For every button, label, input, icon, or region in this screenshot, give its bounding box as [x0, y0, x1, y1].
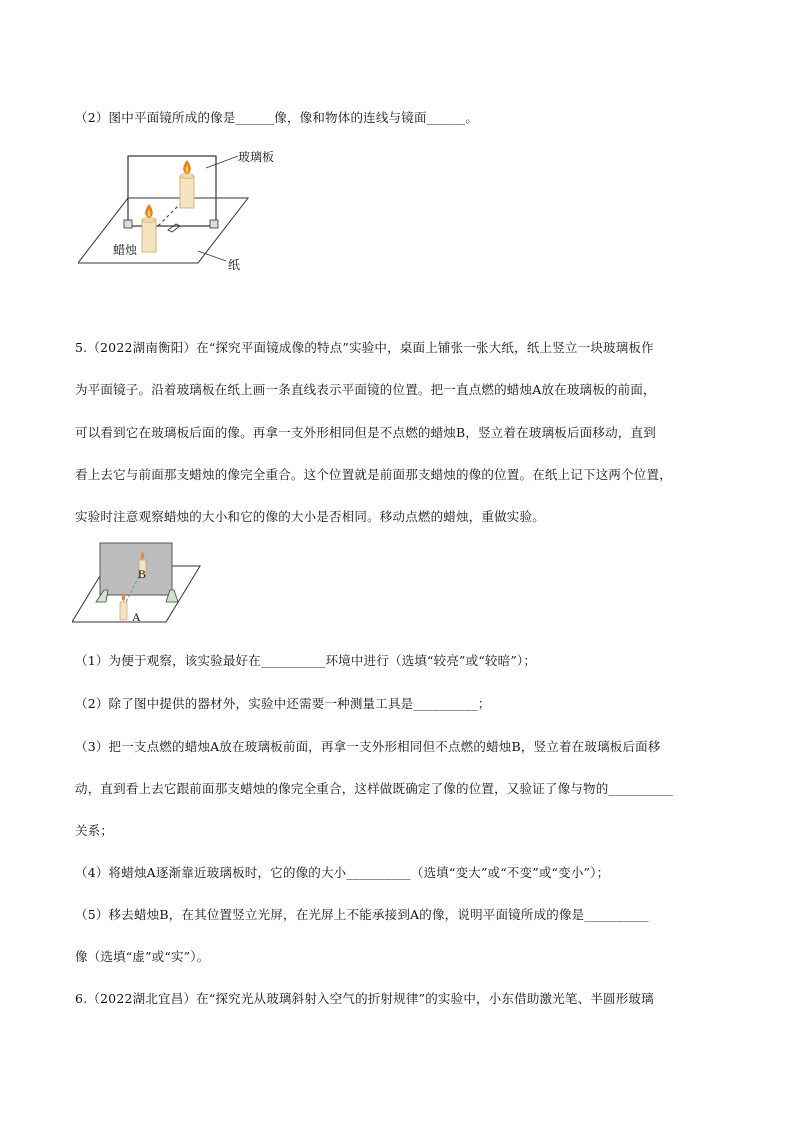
q5-sub5-line-1: （5）移去蜡烛B，在其位置竖立光屏，在光屏上不能承接到A的像，说明平面镜所成的像是__________	[75, 907, 649, 922]
q5-sub1: （1）为便于观察，该实验最好在__________环境中进行（选填“较亮”或“较暗”）；	[75, 653, 537, 668]
q5-intro-line-4: 看上去它与前面那支蜡烛的像完全重合。这个位置就是前面那支蜡烛的像的位置。在纸上记下这两个位置，	[75, 467, 672, 482]
q5-intro-line-5: 实验时注意观察蜡烛的大小和它的像的大小是否相同。移动点燃的蜡烛，重做实验。	[75, 509, 545, 524]
figure-glass-candles	[78, 148, 318, 272]
q5-sub3-line-1: （3）把一支点燃的蜡烛A放在玻璃板前面，再拿一支外形相同但不点燃的蜡烛B，竖立着在玻璃板后面移	[75, 739, 661, 754]
q5-intro-line-3: 可以看到它在玻璃板后面的像。再拿一支外形相同但是不点燃的蜡烛B，竖立着在玻璃板后面移动，直到	[75, 425, 656, 440]
q4-sub2: （2）图中平面镜所成的像是______像，像和物体的连线与镜面______。	[75, 110, 479, 125]
label-candle-a: A	[132, 610, 141, 624]
q5-intro-line-1: 5.（2022湖南衡阳）在“探究平面镜成像的特点”实验中，桌面上铺张一张大纸，纸上竖立一块玻璃板作	[75, 340, 654, 355]
q5-sub2: （2）除了图中提供的器材外，实验中还需要一种测量工具是__________；	[75, 696, 491, 711]
q5-sub3-line-2: 动，直到看上去它跟前面那支蜡烛的像完全重合，这样做既确定了像的位置，又验证了像与物的__________	[75, 781, 673, 796]
label-candle-b: B	[138, 567, 147, 581]
label-glass-plate: 玻璃板	[238, 150, 275, 164]
q5-sub3-line-3: 关系；	[75, 823, 114, 838]
q5-sub5-line-2: 像（选填“虚”或“实”）。	[75, 949, 210, 964]
label-paper: 纸	[228, 258, 241, 272]
label-candle: 蜡烛	[113, 243, 138, 257]
q5-intro-line-2: 为平面镜子。沿着玻璃板在纸上画一条直线表示平面镜的位置。把一直点燃的蜡烛A放在玻璃板的前面，	[75, 382, 656, 397]
q6-intro: 6.（2022湖北宜昌）在“探究光从玻璃斜射入空气的折射规律”的实验中，小东借助激光笔、半圆形玻璃	[75, 991, 654, 1006]
figure-candles-ab	[72, 540, 202, 628]
q5-sub4: （4）将蜡烛A逐渐靠近玻璃板时，它的像的大小__________（选填“变大”或“不变”或“变小”）；	[75, 865, 610, 880]
